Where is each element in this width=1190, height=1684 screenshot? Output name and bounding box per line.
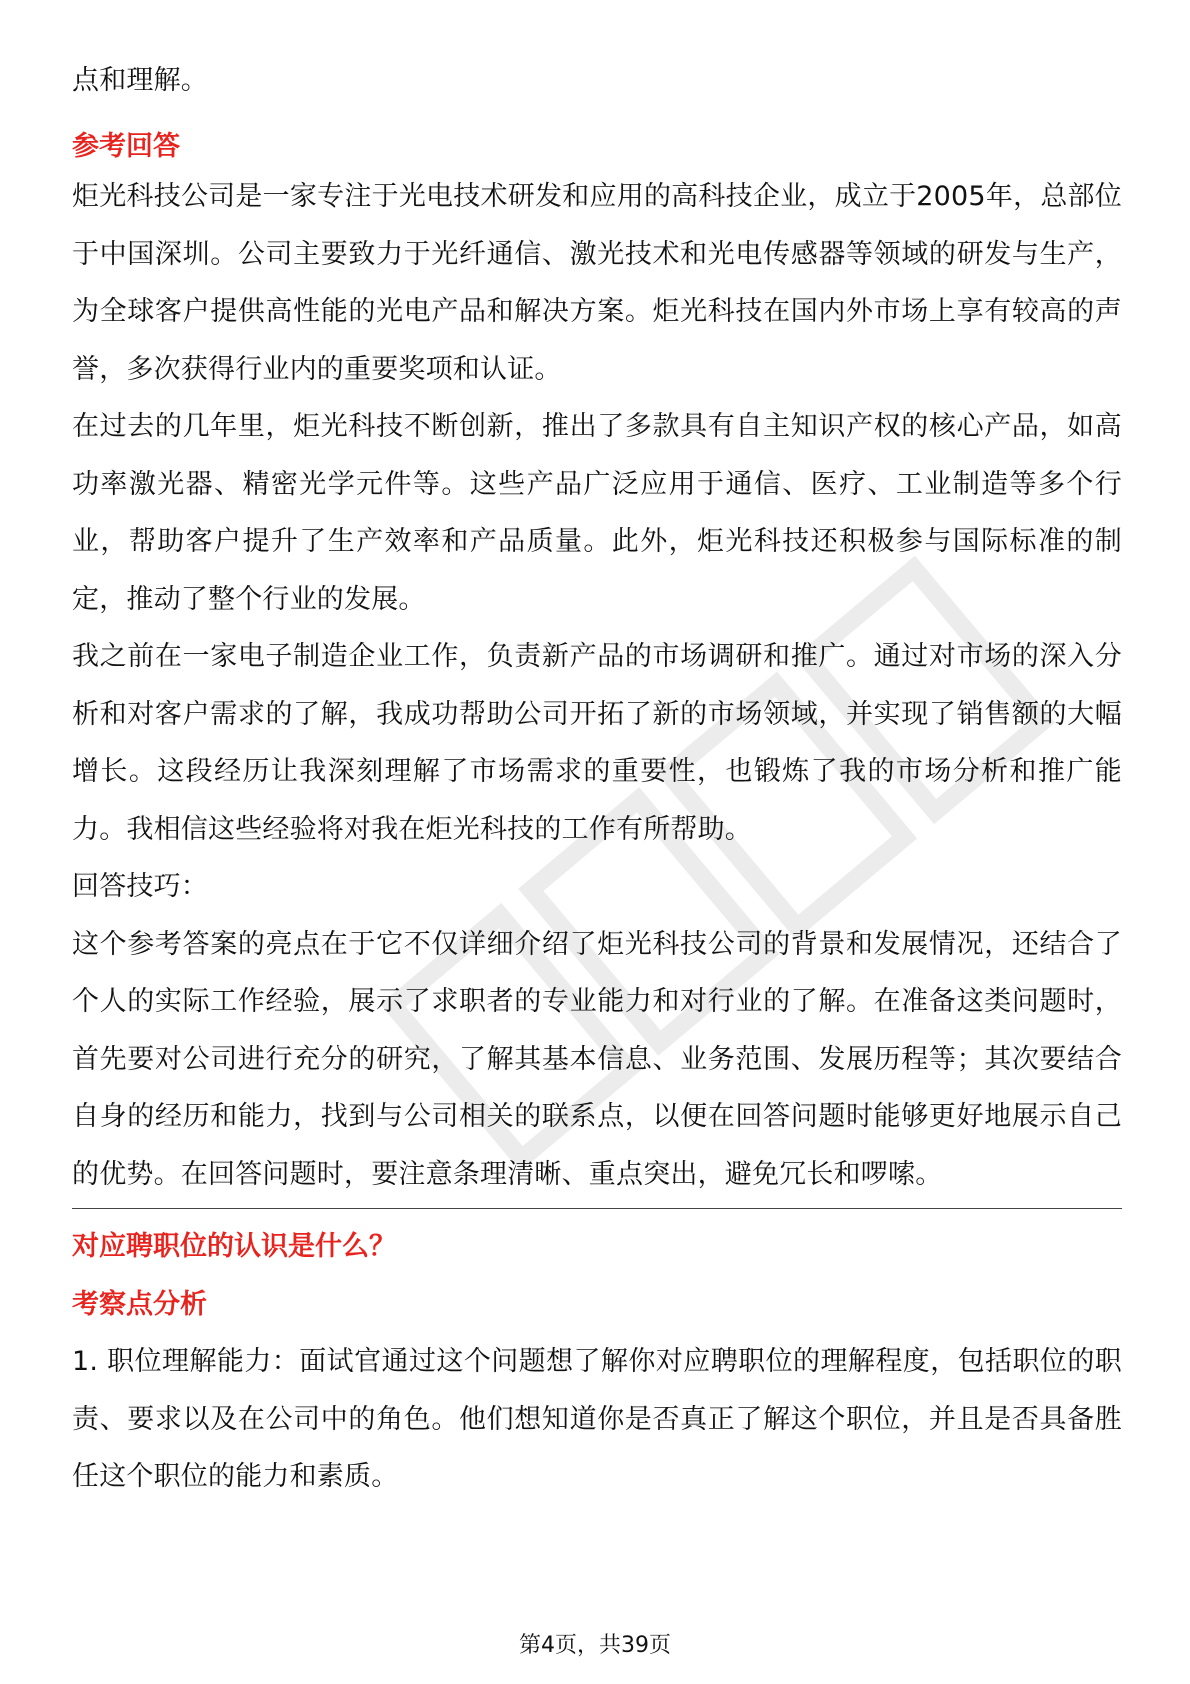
- tips-paragraph: 这个参考答案的亮点在于它不仅详细介绍了炬光科技公司的背景和发展情况，还结合了个人的实际工作经验，展示了求职者的专业能力和对行业的了解。在准备这类问题时，首先要对公司进行充分的研究，了解其基本信息、业务范围、发展历程等；其次要结合自身的经历和能力，找到与公司相关的联系点，以便在回答问题时能够更好地展示自己的优势。在回答问题时，要注意条理清晰、重点突出，避免冗长和啰嗦。: [72, 928, 1122, 1190]
- answer-paragraph: 我之前在一家电子制造企业工作，负责新产品的市场调研和推广。通过对市场的深入分析和对客户需求的了解，我成功帮助公司开拓了新的市场领域，并实现了销售额的大幅增长。这段经历让我深刻理解了市场需求的重要性，也锻炼了我的市场分析和推广能力。我相信这些经验将对我在炬光科技的工作有所帮助。: [72, 641, 1122, 845]
- answer-paragraph: 炬光科技公司是一家专注于光电技术研发和应用的高科技企业，成立于2005年，总部位于中国深圳。公司主要致力于光纤通信、激光技术和光电传感器等领域的研发与生产，为全球客户提供高性能的光电产品和解决方案。炬光科技在国内外市场上享有较高的声誉，多次获得行业内的重要奖项和认证。: [72, 181, 1122, 385]
- answer-paragraph: 在过去的几年里，炬光科技不断创新，推出了多款具有自主知识产权的核心产品，如高功率激光器、精密光学元件等。这些产品广泛应用于通信、医疗、工业制造等多个行业，帮助客户提升了生产效率和产品质量。此外，炬光科技还积极参与国际标准的制定，推动了整个行业的发展。: [72, 411, 1122, 615]
- analysis-paragraph: 1. 职位理解能力：面试官通过这个问题想了解你对应聘职位的理解程度，包括职位的职责、要求以及在公司中的角色。他们想知道你是否真正了解这个职位，并且是否具备胜任这个职位的能力和素质。: [72, 1346, 1122, 1492]
- section-heading-analysis: 考察点分析: [72, 1288, 207, 1320]
- section-heading-reference-answer: 参考回答: [72, 131, 180, 162]
- tips-label: 回答技巧：: [72, 871, 208, 902]
- question-title: 对应聘职位的认识是什么？: [72, 1231, 396, 1262]
- page-footer: 第4页，共39页: [519, 1633, 671, 1658]
- lead-in-text: 点和理解。: [72, 65, 208, 96]
- section-divider: [72, 1208, 1122, 1209]
